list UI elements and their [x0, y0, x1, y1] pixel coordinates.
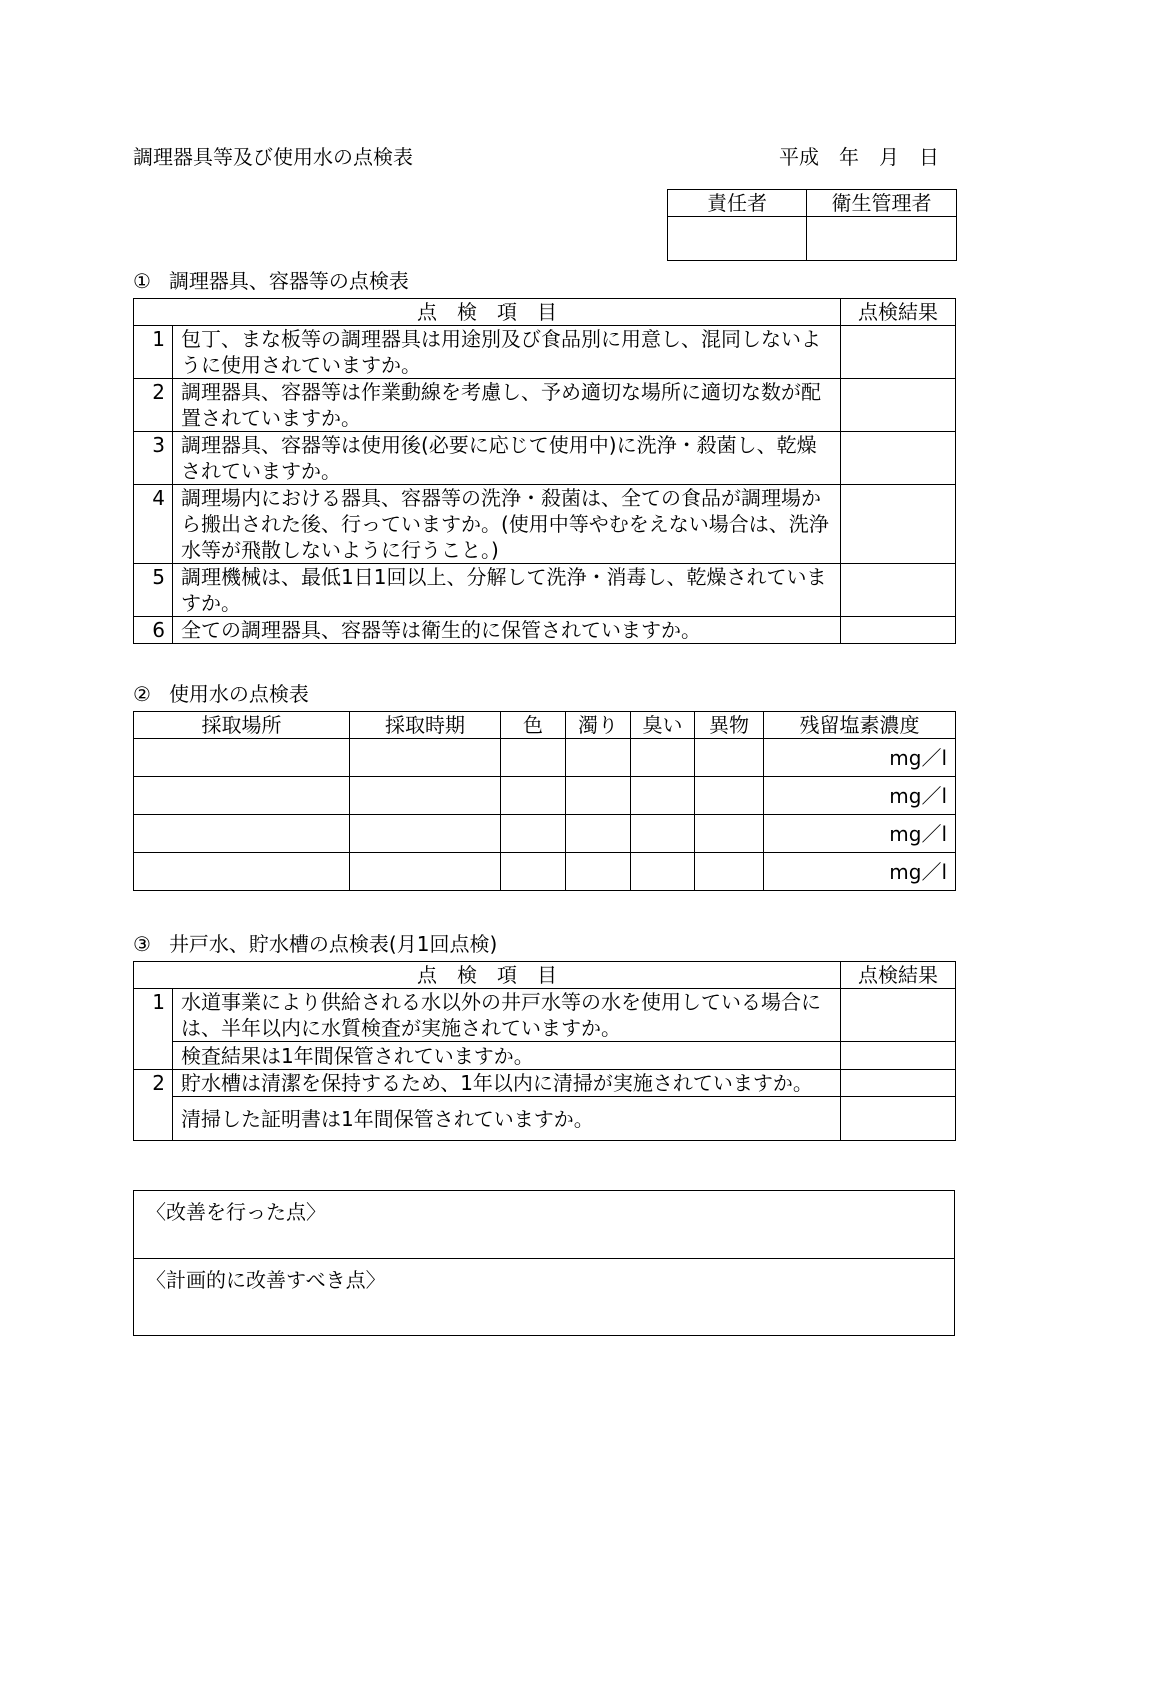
- odor-cell: [631, 853, 695, 891]
- check-item-text: 包丁、まな板等の調理器具は用途別及び食品別に用意し、混同しないように使用されていますか。: [173, 326, 841, 379]
- check-item-text: 調理機械は、最低1日1回以上、分解して洗浄・消毒し、乾燥されていますか。: [173, 564, 841, 617]
- result-cell: [841, 432, 956, 485]
- check-item-text: 貯水槽は清潔を保持するため、1年以内に清掃が実施されていますか。: [173, 1070, 841, 1097]
- date-line: 平成 年 月 日: [779, 145, 939, 169]
- page-title: 調理器具等及び使用水の点検表: [133, 145, 413, 169]
- result-cell: [841, 379, 956, 432]
- row-number: 1: [134, 326, 173, 379]
- utensil-check-table: [133, 298, 956, 644]
- planned-improvement-label: 〈計画的に改善すべき点〉: [146, 1268, 386, 1292]
- table-row: [134, 989, 956, 1042]
- check-result-header: 点検結果: [841, 962, 956, 989]
- result-cell: [841, 326, 956, 379]
- sampling-place-cell: [134, 815, 350, 853]
- table-row: [134, 853, 956, 891]
- color-cell: [501, 815, 566, 853]
- table-header-row: [134, 299, 956, 326]
- table-row: [134, 564, 956, 617]
- table-row: [134, 326, 956, 379]
- table-row: [134, 815, 956, 853]
- check-item-text: 水道事業により供給される水以外の井戸水等の水を使用している場合には、半年以内に水質検査が実施されていますか。: [173, 989, 841, 1042]
- color-cell: [501, 777, 566, 815]
- color-cell: [501, 853, 566, 891]
- odor-cell: [631, 739, 695, 777]
- signature-header-responsible: 責任者: [668, 190, 807, 217]
- turbidity-header: 濁り: [566, 712, 631, 739]
- residual-chlorine-header: 残留塩素濃度: [764, 712, 956, 739]
- section3-heading: [133, 931, 497, 957]
- result-cell: [841, 564, 956, 617]
- check-item-text: 全ての調理器具、容器等は衛生的に保管されていますか。: [173, 617, 841, 644]
- signature-header-hygiene-manager: 衛生管理者: [807, 190, 957, 217]
- odor-cell: [631, 777, 695, 815]
- result-cell: [841, 989, 956, 1042]
- result-cell: [841, 617, 956, 644]
- planned-improvement-section: [134, 1259, 954, 1335]
- check-item-header: 点 検 項 目: [134, 299, 841, 326]
- foreign-matter-cell: [695, 777, 764, 815]
- section3-title: 井戸水、貯水槽の点検表(月1回点検): [168, 932, 498, 956]
- water-check-table: [133, 711, 956, 891]
- section1-heading: [133, 268, 409, 294]
- table-row: [134, 739, 956, 777]
- table-header-row: [134, 962, 956, 989]
- table-row: [134, 777, 956, 815]
- row-number: 5: [134, 564, 173, 617]
- check-item-header: 点 検 項 目: [134, 962, 841, 989]
- table-row: [134, 379, 956, 432]
- foreign-matter-header: 異物: [695, 712, 764, 739]
- turbidity-cell: [566, 777, 631, 815]
- section1-number: ①: [133, 269, 151, 293]
- turbidity-cell: [566, 853, 631, 891]
- section1-title: 調理器具、容器等の点検表: [168, 269, 409, 293]
- table-row: [134, 1042, 956, 1070]
- foreign-matter-cell: [695, 739, 764, 777]
- residual-chlorine-cell: mg／l: [764, 815, 956, 853]
- color-cell: [501, 739, 566, 777]
- row-number: 4: [134, 485, 173, 564]
- foreign-matter-cell: [695, 815, 764, 853]
- result-cell: [841, 485, 956, 564]
- sampling-place-cell: [134, 739, 350, 777]
- row-number: 1: [134, 989, 173, 1070]
- result-cell: [841, 1042, 956, 1070]
- table-row: [134, 1097, 956, 1141]
- residual-chlorine-cell: mg／l: [764, 777, 956, 815]
- row-number: 2: [134, 1070, 173, 1141]
- check-item-text: 調理器具、容器等は使用後(必要に応じて使用中)に洗浄・殺菌し、乾燥されていますか。: [173, 432, 841, 485]
- residual-chlorine-cell: mg／l: [764, 739, 956, 777]
- section2-title: 使用水の点検表: [168, 682, 309, 706]
- table-row: [134, 617, 956, 644]
- table-header-row: [134, 712, 956, 739]
- improvement-notes-label: 〈改善を行った点〉: [146, 1200, 326, 1224]
- section2-number: ②: [133, 682, 151, 706]
- signature-table: [667, 189, 957, 261]
- sampling-time-cell: [350, 853, 501, 891]
- turbidity-cell: [566, 815, 631, 853]
- result-cell: [841, 1070, 956, 1097]
- table-row: [134, 485, 956, 564]
- well-water-check-table: [133, 961, 956, 1141]
- row-number: 6: [134, 617, 173, 644]
- row-number: 3: [134, 432, 173, 485]
- check-item-text: 清掃した証明書は1年間保管されていますか。: [173, 1097, 841, 1141]
- odor-cell: [631, 815, 695, 853]
- sampling-time-cell: [350, 739, 501, 777]
- sampling-place-cell: [134, 853, 350, 891]
- section3-number: ③: [133, 932, 151, 956]
- check-result-header: 点検結果: [841, 299, 956, 326]
- result-cell: [841, 1097, 956, 1141]
- sampling-time-cell: [350, 815, 501, 853]
- notes-box: [133, 1190, 955, 1336]
- turbidity-cell: [566, 739, 631, 777]
- odor-header: 臭い: [631, 712, 695, 739]
- sampling-place-header: 採取場所: [134, 712, 350, 739]
- color-header: 色: [501, 712, 566, 739]
- row-number: 2: [134, 379, 173, 432]
- check-item-text: 調理場内における器具、容器等の洗浄・殺菌は、全ての食品が調理場から搬出された後、行っていますか。(使用中等やむをえない場合は、洗浄水等が飛散しないように行うこと。): [173, 485, 841, 564]
- check-item-text: 調理器具、容器等は作業動線を考慮し、予め適切な場所に適切な数が配置されていますか。: [173, 379, 841, 432]
- table-row: [134, 1070, 956, 1097]
- signature-cell-responsible: [668, 217, 807, 261]
- sampling-time-header: 採取時期: [350, 712, 501, 739]
- table-row: [134, 432, 956, 485]
- section2-heading: [133, 681, 309, 707]
- sampling-place-cell: [134, 777, 350, 815]
- check-item-text: 検査結果は1年間保管されていますか。: [173, 1042, 841, 1070]
- sampling-time-cell: [350, 777, 501, 815]
- residual-chlorine-cell: mg／l: [764, 853, 956, 891]
- signature-cell-hygiene-manager: [807, 217, 957, 261]
- improvement-notes-section: [134, 1191, 954, 1259]
- foreign-matter-cell: [695, 853, 764, 891]
